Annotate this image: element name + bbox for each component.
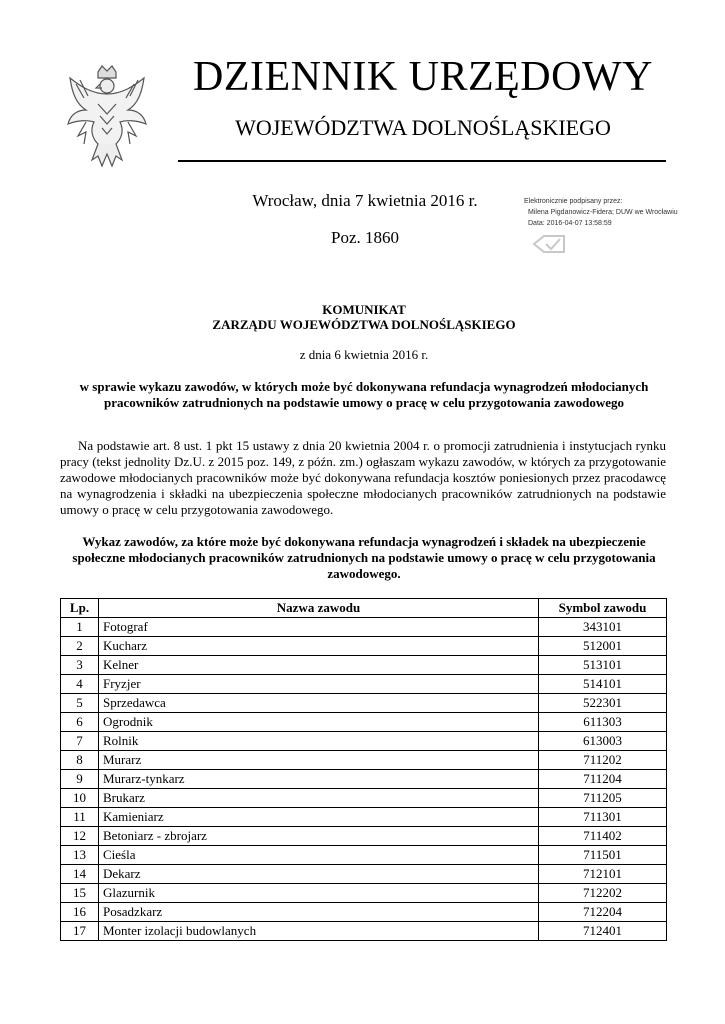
cell-symbol: 712401 — [539, 922, 667, 941]
cell-symbol: 514101 — [539, 675, 667, 694]
cell-name: Sprzedawca — [99, 694, 539, 713]
signature-label: Elektronicznie podpisany przez: — [524, 198, 623, 205]
signature-check-icon — [530, 232, 570, 256]
cell-symbol: 513101 — [539, 656, 667, 675]
cell-lp: 1 — [61, 618, 99, 637]
cell-lp: 15 — [61, 884, 99, 903]
cell-lp: 2 — [61, 637, 99, 656]
column-header-symbol: Symbol zawodu — [539, 599, 667, 618]
announcement-issuer: ZARZĄDU WOJEWÓDZTWA DOLNOŚLĄSKIEGO — [212, 317, 516, 332]
table-row — [61, 675, 667, 694]
cell-symbol: 711501 — [539, 846, 667, 865]
cell-lp: 4 — [61, 675, 99, 694]
table-row — [61, 770, 667, 789]
announcement-type: KOMUNIKAT — [322, 302, 406, 317]
cell-lp: 17 — [61, 922, 99, 941]
signature-date: Data: 2016-04-07 13:58:59 — [528, 220, 612, 227]
body-paragraph: Na podstawie art. 8 ust. 1 pkt 15 ustawy z dnia 20 kwietnia 2004 r. o promocji zatrudnienia i instytucjach rynku pracy (tekst jednolity Dz.U. z 2015 poz. 149, z późn. zm.) ogłaszam wykazu zawodów, w których za przygotowanie zawodowe młodocianych pracowników może być dokonywana refundacja kosztów poniesionych przez pracodawcę na wynagrodzenia i składki na ubezpieczenia społeczne młodocianych pracowników zatrudnionych na podstawie umowy o pracę w celu przygotowania zawodowego. — [60, 438, 666, 517]
table-row — [61, 713, 667, 732]
cell-name: Cieśla — [99, 846, 539, 865]
cell-lp: 16 — [61, 903, 99, 922]
table-row — [61, 846, 667, 865]
cell-symbol: 611303 — [539, 713, 667, 732]
cell-lp: 7 — [61, 732, 99, 751]
header-divider — [178, 160, 666, 162]
table-row — [61, 732, 667, 751]
cell-name: Murarz-tynkarz — [99, 770, 539, 789]
cell-name: Monter izolacji budowlanych — [99, 922, 539, 941]
cell-lp: 8 — [61, 751, 99, 770]
journal-title: DZIENNIK URZĘDOWY — [193, 54, 653, 100]
cell-symbol: 613003 — [539, 732, 667, 751]
cell-symbol: 712202 — [539, 884, 667, 903]
cell-lp: 6 — [61, 713, 99, 732]
table-row — [61, 808, 667, 827]
table-row — [61, 865, 667, 884]
cell-lp: 13 — [61, 846, 99, 865]
cell-name: Kucharz — [99, 637, 539, 656]
cell-symbol: 711204 — [539, 770, 667, 789]
table-header-row — [61, 599, 667, 618]
cell-symbol: 711202 — [539, 751, 667, 770]
cell-symbol: 712204 — [539, 903, 667, 922]
table-row — [61, 922, 667, 941]
cell-symbol: 711402 — [539, 827, 667, 846]
list-heading: Wykaz zawodów, za które może być dokonywana refundacja wynagrodzeń i składek na ubezpieczenie społeczne młodocianych pracowników zatrudnionych na podstawie umowy o pracę w celu przygotowania zawodowego. — [72, 534, 656, 581]
table-row — [61, 694, 667, 713]
cell-lp: 5 — [61, 694, 99, 713]
cell-name: Fotograf — [99, 618, 539, 637]
publication-date: Wrocław, dnia 7 kwietnia 2016 r. — [252, 191, 478, 210]
cell-symbol: 711301 — [539, 808, 667, 827]
column-header-lp: Lp. — [61, 599, 99, 618]
cell-symbol: 522301 — [539, 694, 667, 713]
cell-lp: 14 — [61, 865, 99, 884]
table-row — [61, 789, 667, 808]
cell-lp: 11 — [61, 808, 99, 827]
occupation-table — [60, 598, 667, 941]
cell-lp: 3 — [61, 656, 99, 675]
cell-name: Murarz — [99, 751, 539, 770]
electronic-signature-block — [524, 196, 714, 229]
announcement-date: z dnia 6 kwietnia 2016 r. — [299, 347, 429, 362]
cell-name: Dekarz — [99, 865, 539, 884]
column-header-name: Nazwa zawodu — [99, 599, 539, 618]
cell-symbol: 512001 — [539, 637, 667, 656]
table-row — [61, 637, 667, 656]
table-body — [61, 618, 667, 941]
cell-lp: 10 — [61, 789, 99, 808]
cell-name: Betoniarz - zbrojarz — [99, 827, 539, 846]
cell-name: Fryzjer — [99, 675, 539, 694]
cell-lp: 12 — [61, 827, 99, 846]
cell-symbol: 343101 — [539, 618, 667, 637]
table-row — [61, 618, 667, 637]
cell-name: Kelner — [99, 656, 539, 675]
table-row — [61, 903, 667, 922]
announcement-subject: w sprawie wykazu zawodów, w których może być dokonywana refundacja wynagrodzeń młodocianych pracowników zatrudnionych na podstawie umowy o pracę w celu przygotowania zawodowego — [79, 379, 649, 410]
white-eagle-emblem-icon — [62, 64, 152, 172]
cell-name: Ogrodnik — [99, 713, 539, 732]
cell-symbol: 711205 — [539, 789, 667, 808]
cell-name: Brukarz — [99, 789, 539, 808]
cell-lp: 9 — [61, 770, 99, 789]
cell-symbol: 712101 — [539, 865, 667, 884]
table-row — [61, 751, 667, 770]
position-number: Poz. 1860 — [331, 228, 399, 247]
journal-subtitle: WOJEWÓDZTWA DOLNOŚLĄSKIEGO — [235, 115, 611, 140]
table-row — [61, 656, 667, 675]
cell-name: Posadzkarz — [99, 903, 539, 922]
signature-signer: Milena Pigdanowicz-Fidera; DUW we Wrocławiu — [528, 209, 678, 216]
cell-name: Glazurnik — [99, 884, 539, 903]
table-row — [61, 884, 667, 903]
cell-name: Kamieniarz — [99, 808, 539, 827]
table-row — [61, 827, 667, 846]
cell-name: Rolnik — [99, 732, 539, 751]
